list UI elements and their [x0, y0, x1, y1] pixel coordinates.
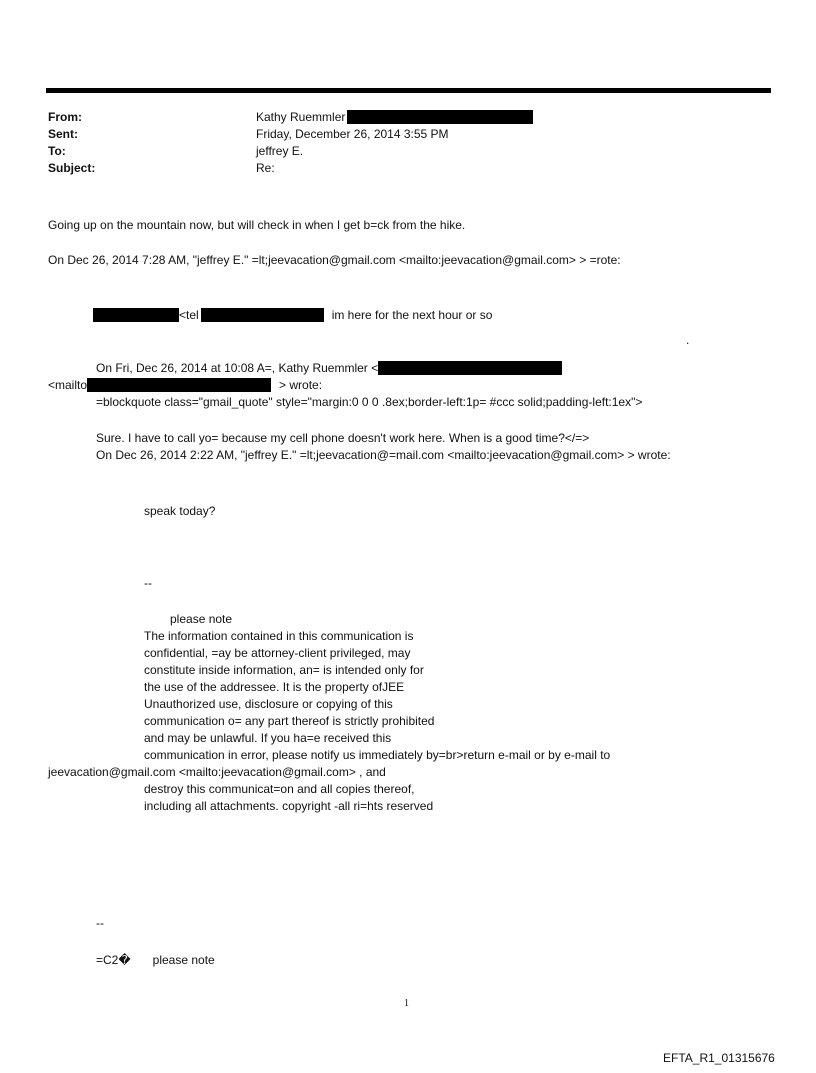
c2-text: =C2� — [96, 953, 131, 967]
speak-line: speak today? — [144, 504, 216, 518]
disclaimer-email-line: jeevacation@gmail.com <mailto:jeevacation@gmail.com> , and — [48, 765, 386, 779]
sure-line: Sure. I have to call yo= because my cell phone doesn't work here. When is a good time?</=> — [96, 431, 590, 445]
to-label: To: — [48, 144, 66, 158]
tel-line — [93, 308, 492, 323]
disclaimer-line: communication o= any part thereof is strictly prohibited — [144, 714, 435, 728]
to-value: jeffrey E. — [256, 144, 304, 158]
efta-id: EFTA_R1_01315676 — [663, 1051, 775, 1065]
mailto-line — [48, 378, 322, 393]
mailto-prefix: <mailto — [48, 378, 88, 392]
blockquote-line: =blockquote class="gmail_quote" style="margin:0 0 0 .8ex;border-left:1p= #ccc solid;padding-left:1ex"> — [96, 395, 643, 409]
c2-line — [96, 953, 215, 968]
redaction-box — [93, 308, 179, 322]
dash-line-1: -- — [144, 576, 152, 590]
disclaimer-line: destroy this communicat=on and all copies thereof, — [144, 782, 415, 796]
please-note: please note — [170, 612, 233, 626]
body-line-1: Going up on the mountain now, but will check in when I get b=ck from the hike. — [48, 218, 466, 232]
stray-dot: . — [686, 333, 690, 347]
page-number: 1 — [404, 998, 409, 1009]
dash-line-2: -- — [96, 916, 104, 930]
redaction-box — [347, 110, 533, 124]
from-label: From: — [48, 110, 82, 124]
fri-line — [96, 361, 562, 376]
redaction-box — [378, 361, 562, 375]
body-line-2: On Dec 26, 2014 7:28 AM, "jeffrey E." =lt;jeevacation@gmail.com <mailto:jeevacation@gmail.com> > =rote: — [48, 253, 621, 267]
tel-prefix: <tel — [179, 308, 199, 322]
redaction-box — [201, 308, 324, 322]
tel-suffix: im here for the next hour or so — [331, 308, 493, 322]
sent-label: Sent: — [48, 127, 78, 141]
disclaimer-line: The information contained in this communication is — [144, 629, 414, 643]
disclaimer-line: including all attachments. copyright -all ri=hts reserved — [144, 799, 434, 813]
subject-value: Re: — [256, 161, 275, 175]
disclaimer-line: communication in error, please notify us immediately by=br>return e-mail or by e-mail to — [144, 748, 611, 762]
disclaimer-line: Unauthorized use, disclosure or copying of this — [144, 697, 393, 711]
from-value — [256, 110, 533, 125]
wrote-text: > wrote: — [279, 378, 323, 392]
subject-label: Subject: — [48, 161, 96, 175]
disclaimer-line: the use of the addressee. It is the property ofJEE — [144, 680, 405, 694]
disclaimer-line: confidential, =ay be attorney-client privileged, may — [144, 646, 411, 660]
disclaimer-line: constitute inside information, an= is intended only for — [144, 663, 424, 677]
header-rule — [46, 88, 771, 93]
sent-value: Friday, December 26, 2014 3:55 PM — [256, 127, 449, 141]
dec-line: On Dec 26, 2014 2:22 AM, "jeffrey E." =lt;jeevacation@=mail.com <mailto:jeevacation@gmail.com> > wrote: — [96, 448, 671, 462]
redaction-box — [87, 378, 271, 392]
from-name: Kathy Ruemmler — [256, 110, 346, 124]
disclaimer-line: and may be unlawful. If you ha=e received this — [144, 731, 392, 745]
fri-text: On Fri, Dec 26, 2014 at 10:08 A=, Kathy Ruemmler < — [96, 361, 379, 375]
please-note-2: please note — [152, 953, 215, 967]
